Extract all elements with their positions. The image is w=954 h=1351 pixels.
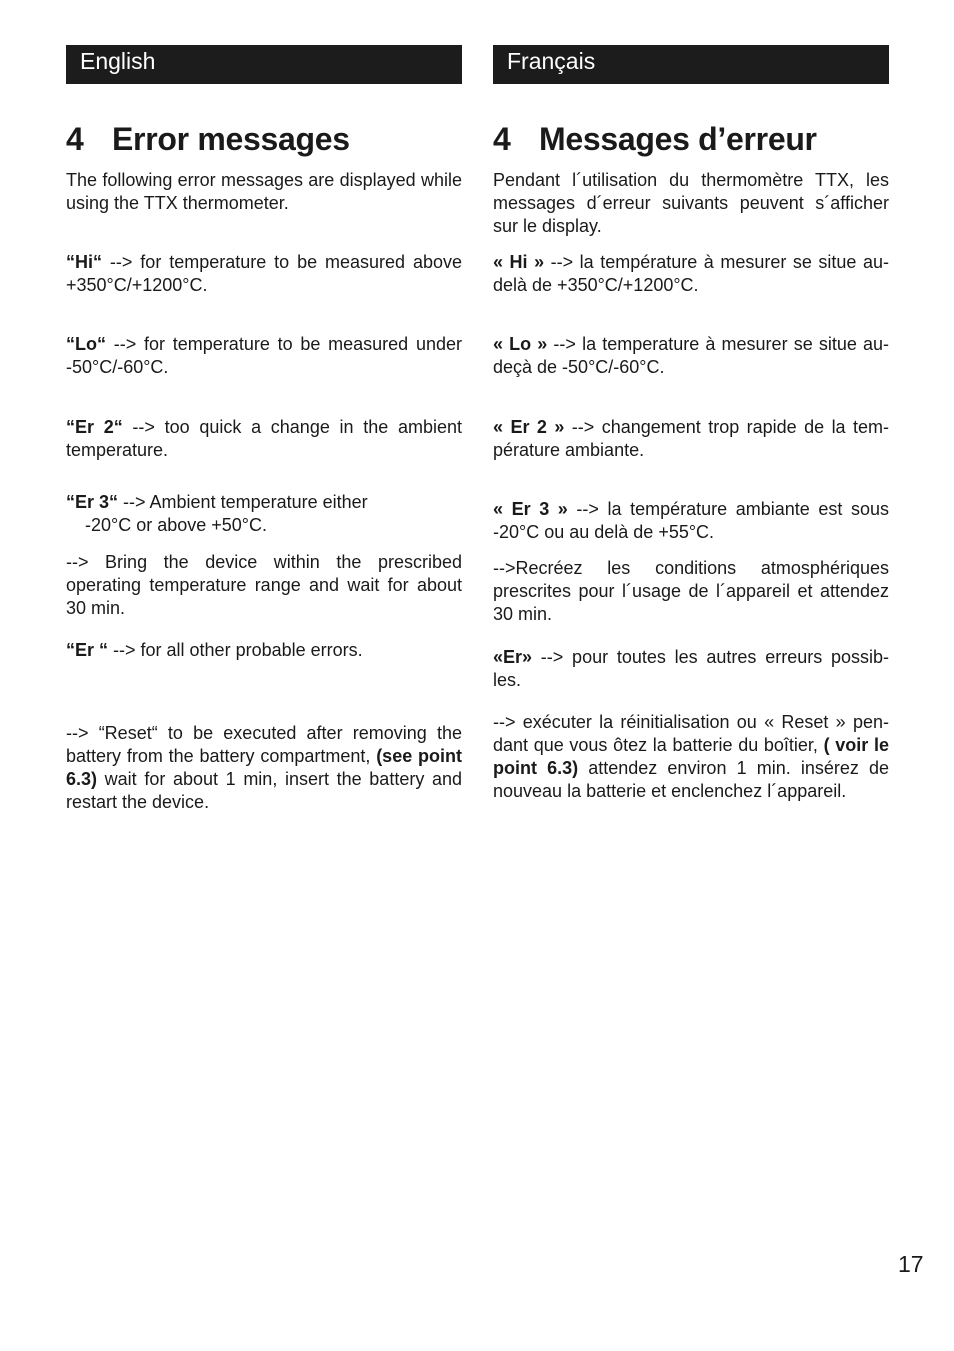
error-er-text: --> for all other probable errors. [108,640,363,660]
error-code-er2: “Er 2“ [66,417,123,437]
reset-reference: ( voir le point 6.3) [493,735,889,778]
reset-text-a: --> “Reset“ to be executed after removing the battery from the battery compartment, [66,723,462,766]
error-lo-text: --> la temperature à mesurer se situe au-deçà de -50°C/-60°C. [493,334,890,377]
error-er-text: --> pour toutes les autres erreurs possib-les. [493,647,889,690]
reset-paragraph [493,711,889,803]
error-er3-action: --> Bring the device within the prescribed operating temperature range and wait for about 30 min. [66,552,462,618]
error-code-er3: “Er 3“ [66,492,119,512]
error-er2-paragraph [493,416,889,462]
section-number: 4 [493,121,511,157]
error-er3-paragraph [66,491,462,537]
intro-paragraph: The following error messages are displayed while using the TTX thermometer. [66,170,462,213]
reset-paragraph [66,722,462,814]
error-code-er: «Er» [493,647,533,667]
intro-paragraph: Pendant l´utilisation du thermomètre TTX, les messages d´erreur suivants peuvent s´afficher sur le display. [493,170,889,236]
reset-text-b: attendez environ 1 min. insérez de nouveau la batterie et enclenchez l´appareil. [493,758,889,801]
section-number: 4 [66,121,84,157]
language-header-english: English [66,45,462,84]
error-er-paragraph [66,639,462,662]
reset-reference: (see point 6.3) [66,746,463,789]
error-er-paragraph [493,646,889,692]
page-number: 17 [898,1251,924,1277]
error-er3-range: -20°C or above +50°C. [85,515,267,535]
error-er3-text: --> Ambient temperature either [118,492,368,512]
error-code-er2: « Er 2 » [493,417,565,437]
english-column [66,45,463,812]
reset-text-b: wait for about 1 min, insert the battery and restart the device. [66,769,462,812]
error-lo-paragraph [493,333,889,379]
error-hi-paragraph [493,251,889,297]
section-title: Error messages [112,121,350,157]
reset-text-a: --> exécuter la réinitialisation ou « Reset » pen-dant que vous ôtez la batterie du boîtier, [493,712,889,755]
section-heading-french [493,121,817,158]
error-code-hi: « Hi » [493,252,545,272]
error-hi-text: --> for temperature to be measured above +350°C/+1200°C. [66,252,462,295]
error-er3-action: -->Recréez les conditions atmosphériques prescrites pour l´usage de l´appareil et attendez 30 min. [493,558,889,624]
error-code-lo: « Lo » [493,334,548,354]
error-er2-paragraph [66,416,462,462]
error-er3-paragraph [493,498,889,544]
error-lo-paragraph [66,333,462,379]
error-code-er: “Er “ [66,640,109,660]
error-code-lo: “Lo“ [66,334,106,354]
section-heading-english [66,121,350,158]
error-er2-text: --> too quick a change in the ambient temperature. [66,417,463,460]
error-hi-paragraph [66,251,462,297]
error-code-er3: « Er 3 » [493,499,568,519]
error-hi-text: --> la température à mesurer se situe au-delà de +350°C/+1200°C. [493,252,889,295]
error-code-hi: “Hi“ [66,252,102,272]
error-er3-text: --> la température ambiante est sous -20°C ou au delà de +55°C. [493,499,889,542]
section-title: Messages d’erreur [539,121,817,157]
error-er2-text: --> changement trop rapide de la tem-pérature ambiante. [493,417,890,460]
language-header-french: Français [493,45,889,84]
french-column [493,45,890,801]
error-lo-text: --> for temperature to be measured under -50°C/-60°C. [66,334,462,377]
